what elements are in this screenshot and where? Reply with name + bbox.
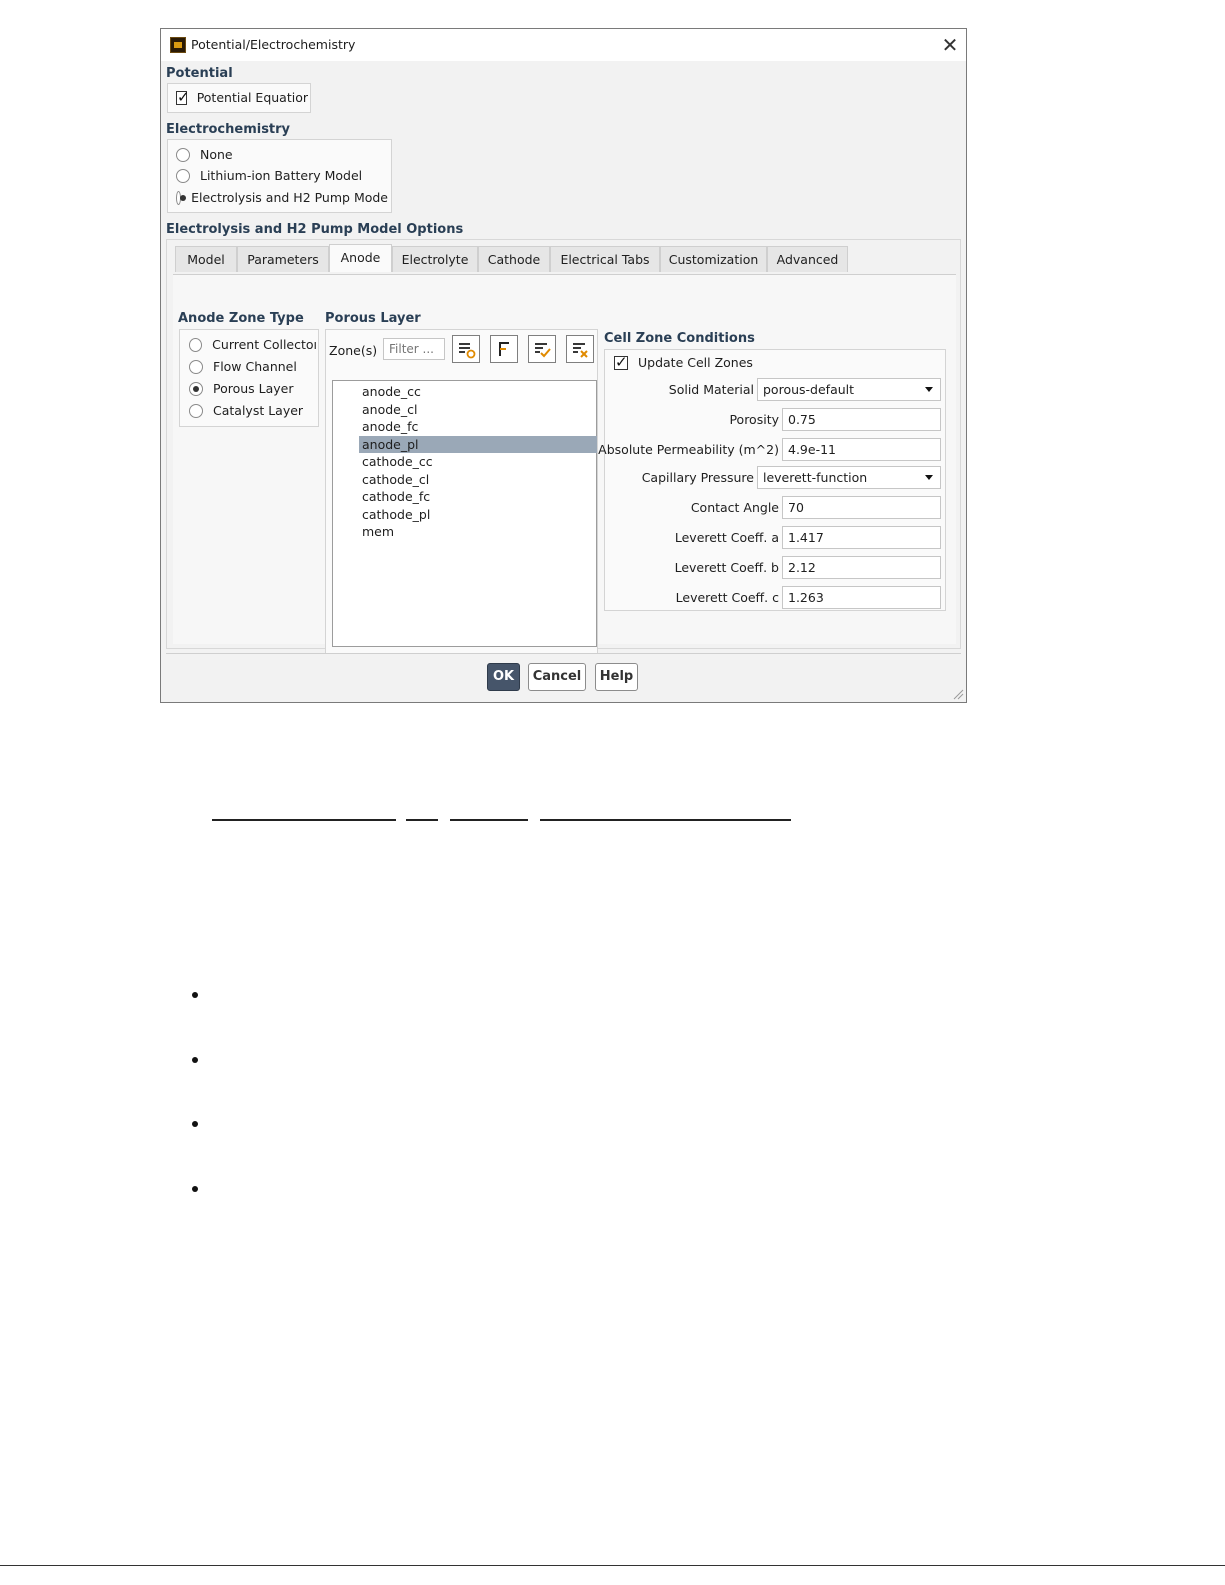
solid-material-label: Solid Material <box>668 382 754 397</box>
tab-anode[interactable]: Anode <box>329 244 392 272</box>
anode-tab-content <box>173 274 956 644</box>
redacted-underline <box>406 819 438 821</box>
zone-item-anode-cl[interactable]: anode_cl <box>362 401 418 417</box>
list-filter-icon[interactable] <box>452 335 480 363</box>
option-label: Electrolysis and H2 Pump Mode <box>191 190 388 205</box>
deselect-all-icon[interactable] <box>566 335 594 363</box>
electrochemistry-section-title: Electrochemistry <box>166 122 291 137</box>
leverett-coeff-c-input[interactable]: 1.263 <box>782 586 941 609</box>
contact-angle-label: Contact Angle <box>690 500 779 515</box>
cancel-button[interactable]: Cancel <box>528 663 586 691</box>
option-label: Lithium-ion Battery Model <box>200 168 363 183</box>
option-label: Porous Layer <box>213 381 294 396</box>
app-icon <box>170 37 186 53</box>
electrochemistry-option-lithium-ion[interactable] <box>176 168 362 183</box>
potential-equation-check[interactable] <box>176 91 187 105</box>
zone-item-mem[interactable]: mem <box>362 524 395 539</box>
absolute-permeability-label: Absolute Permeability (m^2) <box>598 442 779 457</box>
group-icon[interactable] <box>490 335 518 363</box>
zone-type-flow-channel[interactable] <box>189 359 297 374</box>
redacted-underline <box>540 819 791 821</box>
leverett-coeff-c-label: Leverett Coeff. c <box>675 590 779 605</box>
title-bar[interactable] <box>161 29 966 61</box>
zone-item-anode-cc[interactable]: anode_cc <box>362 384 421 399</box>
leverett-coeff-b-input[interactable]: 2.12 <box>782 556 941 579</box>
porosity-input[interactable]: 0.75 <box>782 408 941 431</box>
footer-divider <box>166 653 961 654</box>
option-label: Catalyst Layer <box>213 403 304 418</box>
zone-item-anode-pl[interactable]: anode_pl <box>359 436 597 453</box>
zone-item-cathode-cl[interactable]: cathode_cl <box>362 471 430 487</box>
tab-customization[interactable]: Customization <box>660 246 767 272</box>
resize-grip-icon[interactable] <box>952 688 964 700</box>
capillary-pressure-label: Capillary Pressure <box>641 470 754 485</box>
tab-model[interactable]: Model <box>175 246 237 272</box>
anode-zone-type-group <box>179 329 319 427</box>
tab-electrical-tabs[interactable]: Electrical Tabs <box>550 246 660 272</box>
list-bullet <box>192 992 198 998</box>
cell-zone-conditions-group <box>598 349 946 611</box>
tab-bar <box>175 246 955 274</box>
zone-list[interactable] <box>332 380 597 647</box>
radio-flow-channel[interactable] <box>189 360 203 374</box>
porous-layer-title: Porous Layer <box>325 311 421 326</box>
electrochemistry-option-electrolysis[interactable] <box>176 190 388 205</box>
potential-section-title: Potential <box>166 66 233 81</box>
radio-catalyst-layer[interactable] <box>189 404 203 418</box>
zone-type-current-collector[interactable] <box>189 337 317 352</box>
update-cell-zones-checkbox[interactable] <box>614 355 753 370</box>
zone-type-catalyst-layer[interactable] <box>189 403 303 418</box>
potential-electrochemistry-dialog <box>160 28 967 703</box>
update-cell-zones-label: Update Cell Zones <box>638 355 753 370</box>
tab-electrolyte[interactable]: Electrolyte <box>392 246 478 272</box>
help-button[interactable]: Help <box>595 663 638 691</box>
model-options-section-title: Electrolysis and H2 Pump Model Options <box>166 222 464 237</box>
update-cell-zones-check[interactable] <box>614 356 628 370</box>
option-label: Current Collectoı <box>212 337 317 352</box>
zone-item-cathode-pl[interactable]: cathode_pl <box>362 506 431 522</box>
potential-equation-label: Potential Equatior <box>196 90 308 105</box>
redacted-underline <box>450 819 528 821</box>
list-bullet <box>192 1186 198 1192</box>
electrochemistry-option-none[interactable] <box>176 147 233 162</box>
radio-porous-layer[interactable] <box>189 382 203 396</box>
tab-cathode[interactable]: Cathode <box>478 246 550 272</box>
leverett-coeff-b-label: Leverett Coeff. b <box>674 560 779 575</box>
radio-none[interactable] <box>176 148 190 162</box>
zone-toolbar <box>452 335 598 363</box>
potential-group <box>167 83 311 113</box>
leverett-coeff-a-input[interactable]: 1.417 <box>782 526 941 549</box>
leverett-coeff-a-label: Leverett Coeff. a <box>674 530 779 545</box>
model-options-panel <box>166 239 961 649</box>
list-bullet <box>192 1057 198 1063</box>
window-title: Potential/Electrochemistry <box>191 37 356 52</box>
anode-zone-type-title: Anode Zone Type <box>178 311 304 326</box>
radio-lithium-ion[interactable] <box>176 169 190 183</box>
zone-item-cathode-fc[interactable]: cathode_fc <box>362 489 431 504</box>
contact-angle-input[interactable]: 70 <box>782 496 941 519</box>
potential-equation-checkbox[interactable] <box>176 90 308 105</box>
option-label: None <box>200 147 233 162</box>
list-bullet <box>192 1121 198 1127</box>
cell-zone-conditions-title: Cell Zone Conditions <box>604 331 755 346</box>
zone-filter-input[interactable] <box>383 338 445 360</box>
absolute-permeability-input[interactable]: 4.9e-11 <box>782 438 941 461</box>
zone-item-cathode-cc[interactable]: cathode_cc <box>362 454 433 469</box>
electrochemistry-group <box>167 139 392 213</box>
capillary-pressure-select[interactable] <box>757 466 941 489</box>
select-all-icon[interactable] <box>528 335 556 363</box>
radio-current-collector[interactable] <box>189 338 202 352</box>
close-icon[interactable]: ✕ <box>941 33 959 57</box>
zone-type-porous-layer[interactable] <box>189 381 294 396</box>
solid-material-select[interactable] <box>757 378 941 401</box>
capillary-pressure-value: leverett-function <box>763 470 868 485</box>
zone-item-anode-fc[interactable]: anode_fc <box>362 419 419 434</box>
page-bottom-rule <box>0 1565 1225 1566</box>
chevron-down-icon <box>925 387 933 392</box>
zones-label: Zone(s) <box>329 343 378 358</box>
option-label: Flow Channel <box>213 359 297 374</box>
solid-material-value: porous-default <box>763 382 855 397</box>
ok-button[interactable]: OK <box>487 663 520 691</box>
porosity-label: Porosity <box>729 412 779 427</box>
tab-parameters[interactable]: Parameters <box>237 246 329 272</box>
tab-advanced[interactable]: Advanced <box>767 246 848 272</box>
radio-electrolysis[interactable] <box>176 191 181 205</box>
redacted-underline <box>212 819 396 821</box>
chevron-down-icon <box>925 475 933 480</box>
porous-layer-group <box>325 329 598 654</box>
